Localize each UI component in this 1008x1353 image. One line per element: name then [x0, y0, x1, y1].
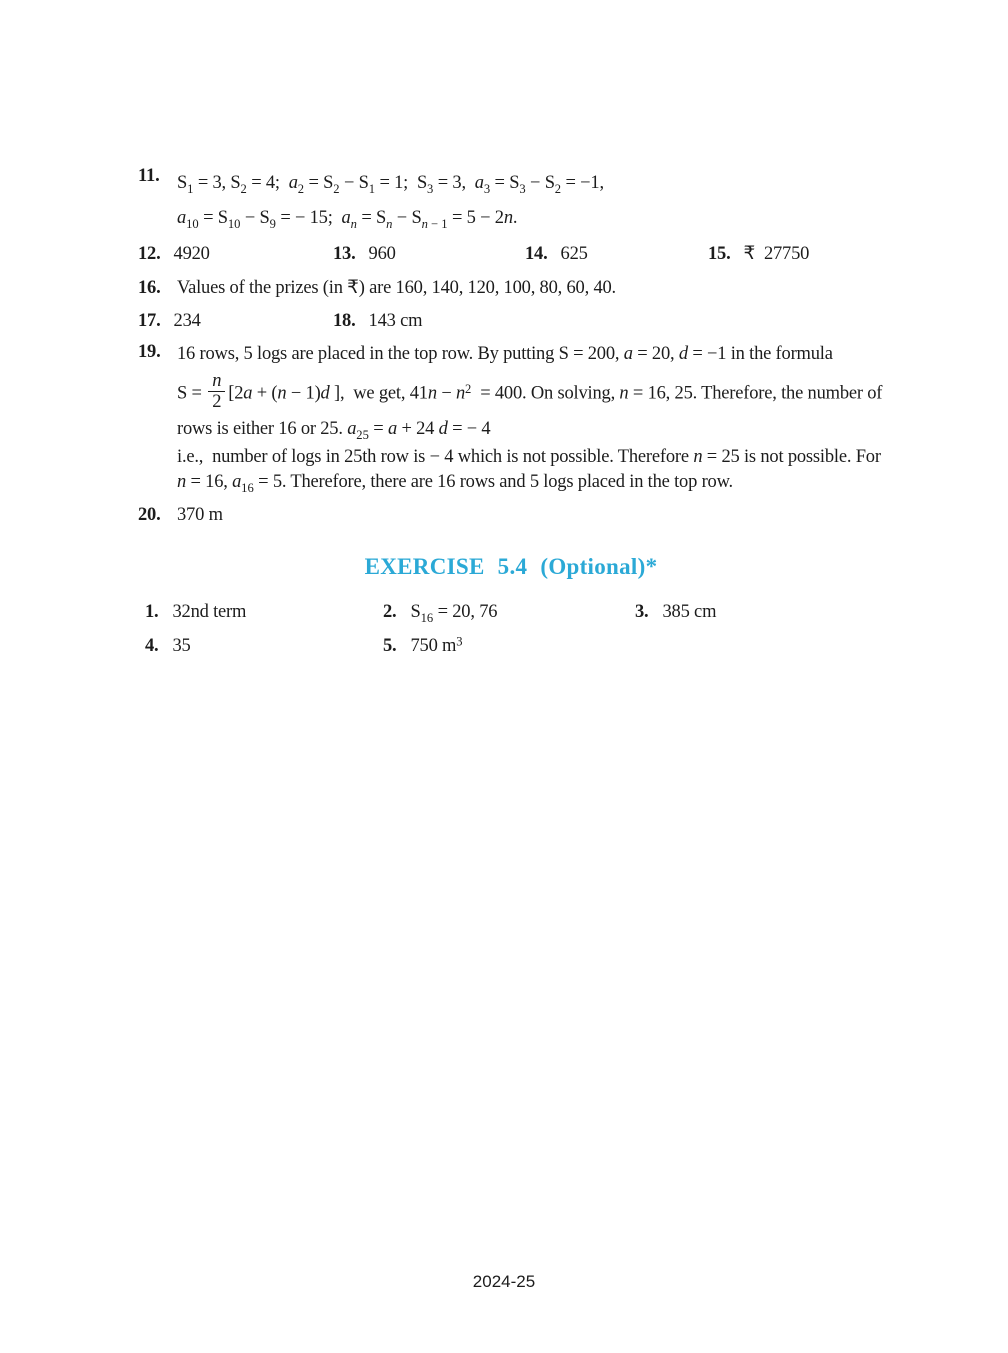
- answer-item-5: [383, 634, 635, 659]
- item-number: 18.: [333, 311, 356, 331]
- item-value: 960: [368, 244, 396, 264]
- item-number: 13.: [333, 244, 356, 264]
- item-value: $S_{16} = 20$, 76: [410, 602, 498, 625]
- item-number: 20.: [138, 505, 161, 526]
- answer-item-1: [145, 600, 383, 625]
- formula-line: S = $\frac{n}{2}$ [2a + (n − 1)d ], we get, $41n - n^2 = 400$. On solving, n = 16, 25. Therefore, the number of rows is either 16 or 25. $a_{25} = a + 24$ d = − 4: [177, 370, 883, 442]
- item-number: 15.: [708, 244, 731, 264]
- item-value: 234: [173, 311, 201, 331]
- item-body: [177, 342, 884, 494]
- answer-item-11: [138, 166, 884, 236]
- exercise-5-4-answers: [145, 600, 884, 659]
- page-footer-session: 2024-25: [472, 1272, 536, 1291]
- answer-item-4: [145, 634, 383, 659]
- item-value: 143 cm: [368, 311, 423, 331]
- item-number: 2.: [383, 602, 397, 623]
- item-value: 4920: [173, 244, 210, 264]
- exercise-5-4-heading: EXERCISE 5.4 (Optional)*: [364, 554, 658, 580]
- item-value: 35: [172, 636, 191, 657]
- answer-item-2: [383, 600, 635, 625]
- answer-row-4-5: [145, 634, 884, 659]
- answer-item-20: [138, 503, 884, 528]
- item-number: 17.: [138, 311, 161, 331]
- item-value: 32nd term: [172, 602, 247, 623]
- item-number: 3.: [635, 602, 649, 623]
- answers-content: [138, 166, 884, 668]
- answer-row-17-18: [138, 309, 884, 334]
- item-number: 19.: [138, 342, 161, 362]
- item-number: 12.: [138, 244, 161, 264]
- math-line: $a_{10} = S_{10} - S_9$ = − 15; $a_n = S_n - S_{n - 1} = 5 - 2n$.: [177, 208, 518, 231]
- item-value: 385 cm: [662, 602, 717, 623]
- answer-item-16: [138, 276, 884, 301]
- answer-item-19: [138, 342, 884, 494]
- item-number: 4.: [145, 636, 159, 657]
- item-number: 14.: [525, 244, 548, 264]
- item-value: 625: [560, 244, 588, 264]
- item-number: 1.: [145, 602, 159, 623]
- item-body: Values of the prizes (in ₹) are 160, 140, 120, 100, 80, 60, 40.: [177, 278, 616, 298]
- item-number: 11.: [138, 166, 160, 186]
- item-number: 16.: [138, 278, 161, 298]
- answer-item-12: [138, 242, 333, 267]
- item-value: 370 m: [177, 505, 223, 526]
- answer-row-1-3: [145, 600, 884, 625]
- answer-row-12-15: [138, 242, 884, 267]
- item-value: ₹ 27750: [743, 244, 810, 264]
- solution-line: 16 rows, 5 logs are placed in the top row. By putting S = 200, a = 20, d = −1 in the formula: [177, 344, 833, 364]
- answer-item-14: [525, 242, 708, 267]
- item-value: 750 $m^3$: [410, 634, 463, 657]
- answer-item-15: [708, 242, 883, 267]
- answer-item-3: [635, 600, 835, 625]
- solution-line: i.e., number of logs in 25th row is − 4 which is not possible. Therefore n = 25 is not possible. For n = 16, $a_{16} = 5$. Therefore, there are 16 rows and 5 logs placed in the top row.: [177, 447, 881, 495]
- math-line: $S_1 = 3$, $S_2 = 4$; $a_2 = S_2 - S_1 = 1$; $S_3 = 3$, $a_3 = S_3 - S_2 = -1$,: [177, 173, 604, 196]
- answer-item-13: [333, 242, 525, 267]
- answer-item-18: [333, 309, 422, 334]
- answer-item-17: [138, 309, 333, 334]
- item-number: 5.: [383, 636, 397, 657]
- item-body: [177, 166, 884, 236]
